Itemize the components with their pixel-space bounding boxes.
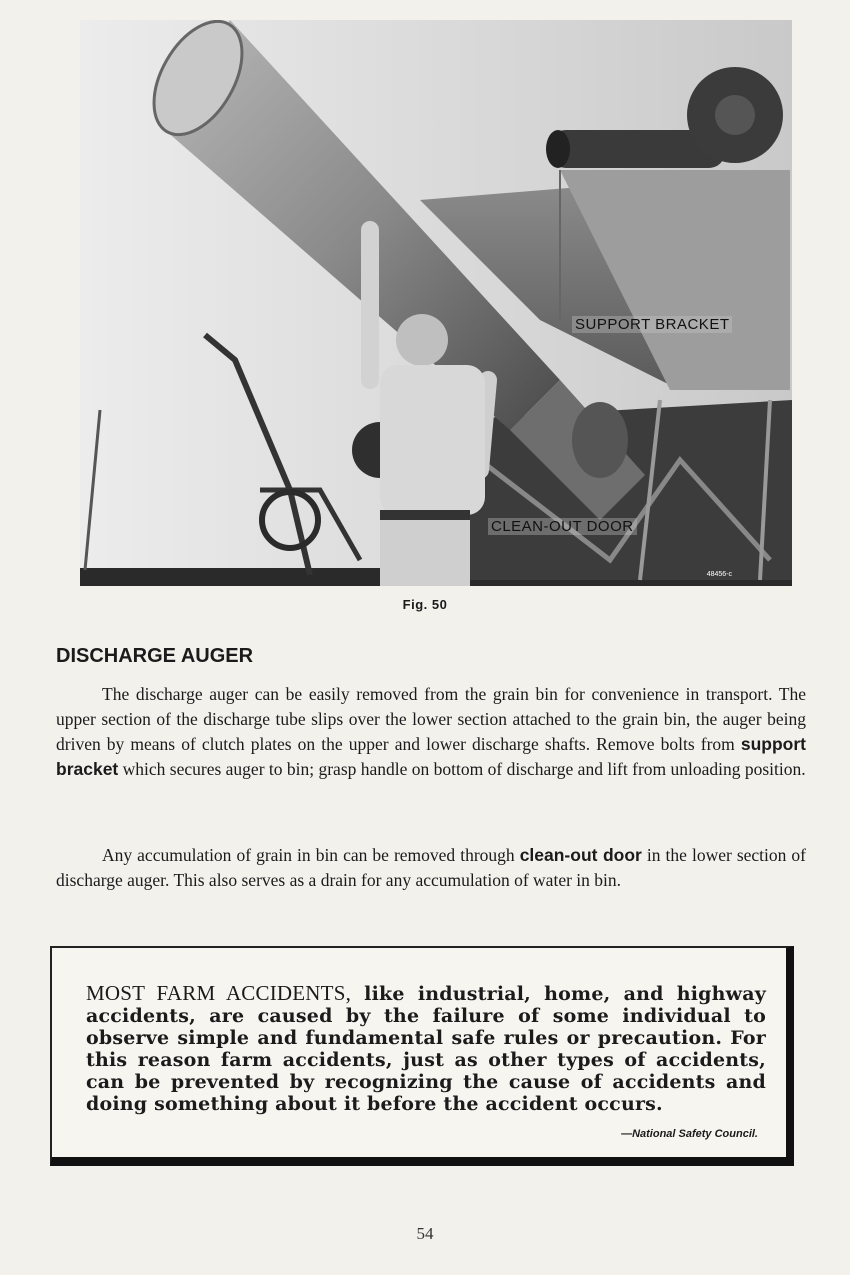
safety-notice-source: —National Safety Council. bbox=[621, 1128, 758, 1140]
photo-code: 48456-c bbox=[706, 571, 732, 578]
support-bracket-label: SUPPORT BRACKET bbox=[572, 316, 732, 333]
paragraph-1-text-b: which secures auger to bin; grasp handle on bottom of discharge and lift from unloading position. bbox=[118, 759, 806, 779]
paragraph-1-text-a: The discharge auger can be easily removed from the grain bin for convenience in transport. The upper section of the discharge tube slips over the lower section attached to the grain bin, the auger being driven by means of clutch plates on the upper and lower discharge shafts. Remove bolts from bbox=[56, 684, 806, 754]
page-number: 54 bbox=[416, 1224, 434, 1243]
combine-auger-illustration bbox=[80, 20, 792, 586]
figure-photo bbox=[80, 20, 792, 586]
paragraph-1 bbox=[56, 682, 806, 782]
safety-notice-text bbox=[86, 982, 766, 1115]
safety-notice-body: like industrial, home, and highway accidents, are caused by the failure of some individual to observe simple and fundamental safe rules or precaution. For this reason farm accidents, just as other types of accidents, can be prevented by recognizing the cause of accidents and doing something about it before the accident occurs. bbox=[86, 983, 766, 1115]
clean-out-door-label: CLEAN-OUT DOOR bbox=[488, 518, 637, 535]
paragraph-2-text-b: in the lower section of discharge auger. This also serves as a drain for any accumulation of water in bin. bbox=[56, 845, 807, 890]
paragraph-2 bbox=[56, 843, 806, 893]
paragraph-2-text-a: Any accumulation of grain in bin can be removed through bbox=[102, 845, 520, 865]
support-bracket-term: support bracket bbox=[56, 734, 806, 779]
safety-notice-lead: MOST FARM ACCIDENTS, bbox=[86, 981, 352, 1005]
section-heading: DISCHARGE AUGER bbox=[56, 645, 254, 667]
safety-notice-box bbox=[50, 946, 794, 1166]
figure-caption: Fig. 50 bbox=[402, 597, 448, 612]
clean-out-door-term: clean-out door bbox=[519, 845, 642, 865]
